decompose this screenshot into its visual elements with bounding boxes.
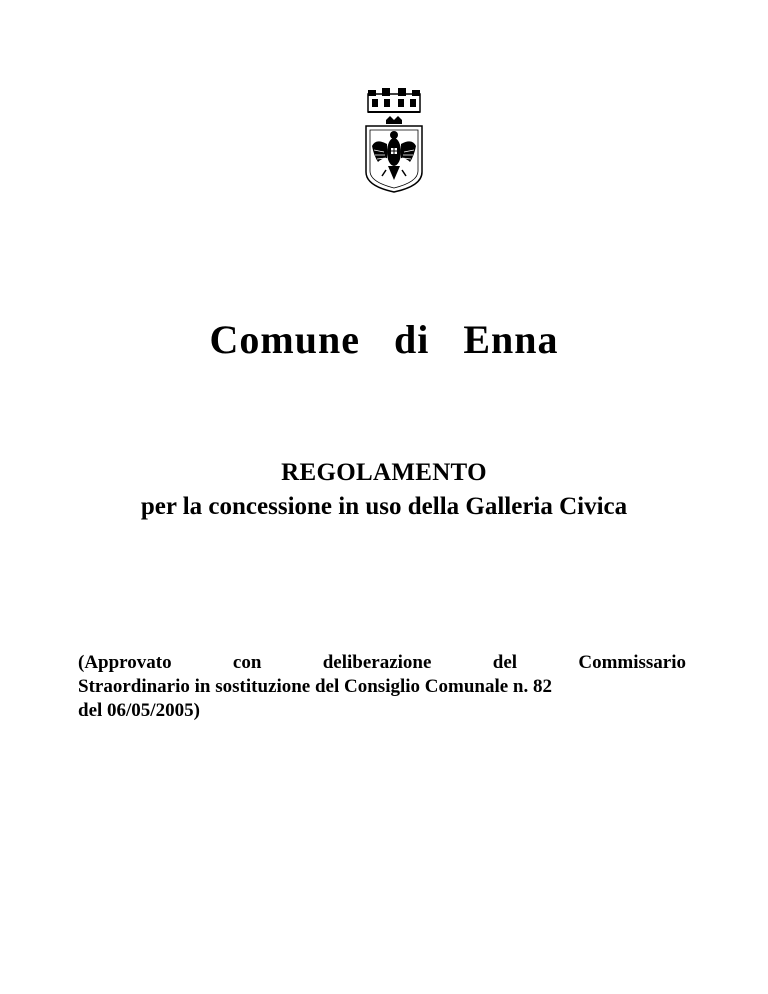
- enna-coat-of-arms-icon: [356, 88, 432, 196]
- approval-note: [78, 651, 686, 723]
- approval-note-line-2: Straordinario in sostituzione del Consiglio Comunale n. 82: [78, 676, 552, 697]
- approval-word: con: [232, 652, 262, 673]
- regulation-title: REGOLAMENTO: [281, 459, 487, 486]
- approval-note-line-1: [78, 651, 686, 675]
- regulation-subtitle: per la concessione in uso della Galleria Civica: [140, 493, 628, 520]
- approval-word: Commissario: [578, 652, 686, 673]
- approval-word: deliberazione: [322, 652, 432, 673]
- approval-note-line-3: del 06/05/2005): [78, 700, 200, 721]
- approval-word: (Approvato: [78, 652, 172, 673]
- approval-word: del: [492, 652, 518, 673]
- municipality-name: Comune di Enna: [209, 317, 559, 362]
